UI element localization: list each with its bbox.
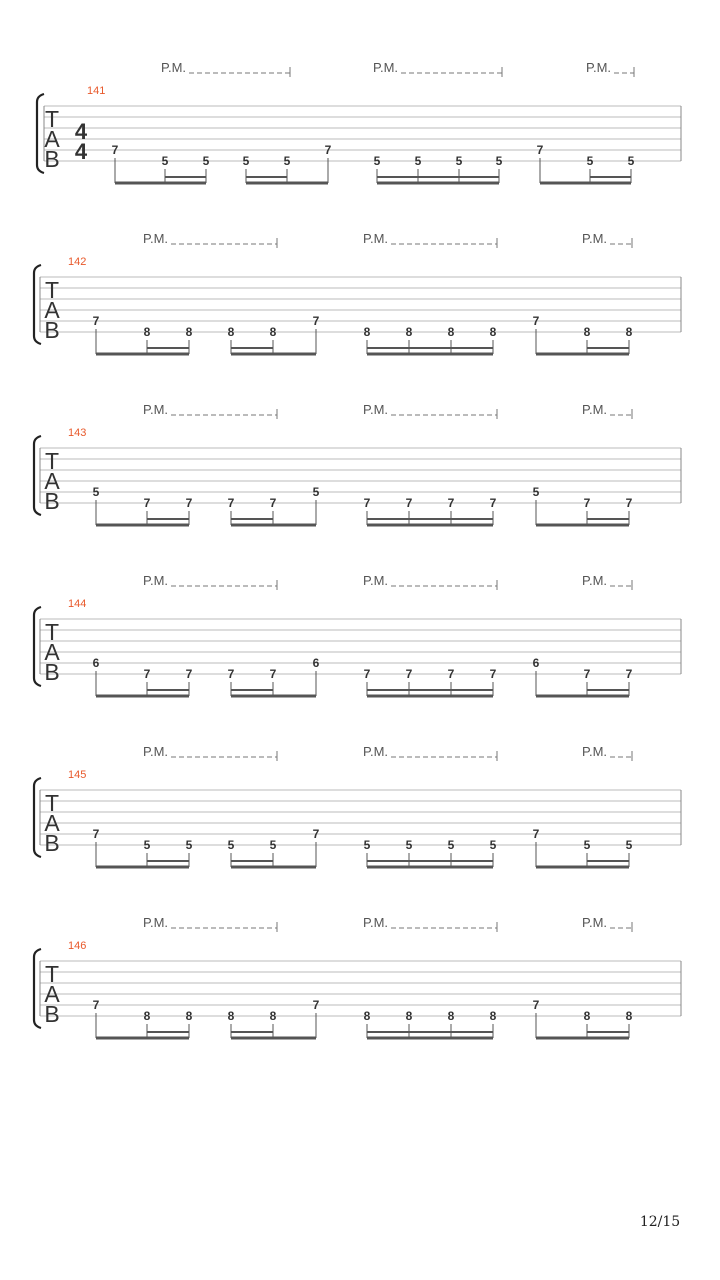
beam [367, 524, 493, 527]
beam [231, 1037, 316, 1040]
fret-number: 5 [363, 838, 371, 852]
tab-label-letter: B [44, 146, 60, 172]
beam-secondary [147, 347, 189, 349]
fret-number: 8 [583, 1009, 591, 1023]
beam-secondary [147, 689, 189, 691]
fret-number: 5 [283, 154, 291, 168]
fret-number: 7 [583, 496, 591, 510]
fret-number: 7 [185, 496, 193, 510]
beam [96, 695, 189, 698]
fret-number: 5 [625, 838, 633, 852]
time-signature-denominator: 4 [74, 139, 88, 164]
fret-number: 7 [447, 496, 455, 510]
fret-number: 7 [625, 496, 633, 510]
beam-secondary [147, 1031, 189, 1033]
palm-mute-label: P.M. [582, 744, 608, 759]
fret-number: 8 [185, 325, 193, 339]
beam-secondary [246, 176, 287, 178]
fret-number: 8 [489, 325, 497, 339]
fret-number: 5 [373, 154, 381, 168]
fret-number: 5 [143, 838, 151, 852]
beam [377, 182, 499, 185]
fret-number: 5 [495, 154, 503, 168]
beam [231, 524, 316, 527]
fret-number: 7 [363, 667, 371, 681]
beam [96, 524, 189, 527]
beam-secondary [367, 860, 493, 862]
fret-number: 5 [489, 838, 497, 852]
fret-number: 6 [532, 656, 540, 670]
tab-system-143 [34, 402, 681, 527]
tab-label-letter: A [44, 468, 60, 494]
fret-number: 5 [312, 485, 320, 499]
fret-number: 5 [405, 838, 413, 852]
bar-number: 143 [68, 427, 87, 439]
fret-number: 7 [532, 827, 540, 841]
fret-number: 5 [586, 154, 594, 168]
beam [536, 524, 629, 527]
fret-number: 7 [111, 143, 119, 157]
fret-number: 8 [489, 1009, 497, 1023]
fret-number: 5 [185, 838, 193, 852]
fret-number: 7 [324, 143, 332, 157]
beam-secondary [231, 860, 273, 862]
fret-number: 7 [269, 667, 277, 681]
beam [367, 1037, 493, 1040]
fret-number: 7 [625, 667, 633, 681]
palm-mute-label: P.M. [143, 915, 169, 930]
fret-number: 8 [143, 325, 151, 339]
bar-number: 142 [68, 256, 87, 268]
beam [536, 866, 629, 869]
fret-number: 8 [583, 325, 591, 339]
fret-number: 7 [269, 496, 277, 510]
fret-number: 7 [92, 998, 100, 1012]
fret-number: 7 [185, 667, 193, 681]
beam [540, 182, 631, 185]
palm-mute-label: P.M. [582, 573, 608, 588]
fret-number: 5 [161, 154, 169, 168]
tab-system-141 [37, 60, 681, 185]
fret-number: 5 [414, 154, 422, 168]
palm-mute-label: P.M. [363, 915, 389, 930]
bar-number: 141 [87, 85, 106, 97]
fret-number: 7 [536, 143, 544, 157]
tab-label-letter: T [44, 619, 60, 645]
beam-secondary [587, 689, 629, 691]
tab-system-142 [34, 231, 681, 356]
tab-label-letter: B [44, 659, 60, 685]
beam [367, 353, 493, 356]
fret-number: 7 [312, 314, 320, 328]
beam [536, 1037, 629, 1040]
bar-number: 146 [68, 940, 87, 952]
beam-secondary [587, 1031, 629, 1033]
fret-number: 7 [532, 314, 540, 328]
fret-number: 7 [489, 667, 497, 681]
fret-number: 8 [363, 325, 371, 339]
fret-number: 5 [227, 838, 235, 852]
palm-mute-label: P.M. [363, 231, 389, 246]
fret-number: 6 [312, 656, 320, 670]
beam [231, 695, 316, 698]
palm-mute-label: P.M. [143, 744, 169, 759]
tab-label-letter: B [44, 488, 60, 514]
fret-number: 5 [92, 485, 100, 499]
fret-number: 5 [202, 154, 210, 168]
fret-number: 7 [447, 667, 455, 681]
fret-number: 8 [227, 325, 235, 339]
beam-secondary [377, 176, 499, 178]
palm-mute-label: P.M. [582, 915, 608, 930]
tab-system-145 [34, 744, 681, 869]
tab-label-letter: T [44, 277, 60, 303]
beam-secondary [147, 518, 189, 520]
tab-label-letter: T [44, 790, 60, 816]
tab-label-letter: A [44, 639, 60, 665]
fret-number: 8 [227, 1009, 235, 1023]
fret-number: 7 [405, 667, 413, 681]
time-signature-numerator: 4 [74, 119, 88, 144]
fret-number: 7 [92, 314, 100, 328]
fret-number: 5 [242, 154, 250, 168]
beam [115, 182, 206, 185]
beam-secondary [231, 1031, 273, 1033]
bar-number: 144 [68, 598, 87, 610]
palm-mute-label: P.M. [373, 60, 399, 75]
tab-label-letter: A [44, 297, 60, 323]
tab-label-letter: A [44, 981, 60, 1007]
beam [96, 866, 189, 869]
fret-number: 5 [455, 154, 463, 168]
fret-number: 8 [625, 1009, 633, 1023]
tab-system-146 [34, 915, 681, 1040]
beam-secondary [147, 860, 189, 862]
fret-number: 7 [143, 496, 151, 510]
beam [367, 695, 493, 698]
beam [231, 866, 316, 869]
fret-number: 5 [532, 485, 540, 499]
tab-label-letter: A [44, 126, 60, 152]
beam-secondary [587, 518, 629, 520]
fret-number: 8 [405, 1009, 413, 1023]
beam-secondary [367, 1031, 493, 1033]
fret-number: 5 [627, 154, 635, 168]
fret-number: 7 [532, 998, 540, 1012]
fret-number: 7 [143, 667, 151, 681]
fret-number: 8 [185, 1009, 193, 1023]
beam-secondary [587, 860, 629, 862]
fret-number: 8 [143, 1009, 151, 1023]
fret-number: 7 [583, 667, 591, 681]
beam-secondary [587, 347, 629, 349]
page-number: 12/15 [639, 1214, 681, 1230]
fret-number: 7 [489, 496, 497, 510]
fret-number: 7 [92, 827, 100, 841]
tab-label-letter: B [44, 830, 60, 856]
beam-secondary [165, 176, 206, 178]
beam-secondary [590, 176, 631, 178]
tab-label-letter: B [44, 1001, 60, 1027]
beam-secondary [367, 347, 493, 349]
fret-number: 7 [312, 998, 320, 1012]
tab-label-letter: A [44, 810, 60, 836]
palm-mute-label: P.M. [363, 402, 389, 417]
fret-number: 8 [625, 325, 633, 339]
beam-secondary [367, 518, 493, 520]
fret-number: 5 [583, 838, 591, 852]
fret-number: 7 [312, 827, 320, 841]
fret-number: 8 [447, 325, 455, 339]
fret-number: 7 [227, 496, 235, 510]
palm-mute-label: P.M. [363, 573, 389, 588]
beam-secondary [231, 689, 273, 691]
beam [536, 695, 629, 698]
beam-secondary [231, 518, 273, 520]
tab-system-144 [34, 573, 681, 698]
fret-number: 7 [227, 667, 235, 681]
palm-mute-label: P.M. [586, 60, 612, 75]
fret-number: 8 [269, 1009, 277, 1023]
fret-number: 8 [269, 325, 277, 339]
fret-number: 5 [269, 838, 277, 852]
beam-secondary [367, 689, 493, 691]
palm-mute-label: P.M. [143, 231, 169, 246]
fret-number: 8 [363, 1009, 371, 1023]
bar-number: 145 [68, 769, 87, 781]
fret-number: 6 [92, 656, 100, 670]
palm-mute-label: P.M. [582, 402, 608, 417]
palm-mute-label: P.M. [582, 231, 608, 246]
tab-label-letter: B [44, 317, 60, 343]
palm-mute-label: P.M. [363, 744, 389, 759]
tab-label-letter: T [44, 448, 60, 474]
tab-label-letter: T [44, 106, 60, 132]
beam [536, 353, 629, 356]
fret-number: 8 [447, 1009, 455, 1023]
fret-number: 5 [447, 838, 455, 852]
palm-mute-label: P.M. [143, 402, 169, 417]
fret-number: 8 [405, 325, 413, 339]
palm-mute-label: P.M. [161, 60, 187, 75]
tab-label-letter: T [44, 961, 60, 987]
beam [246, 182, 328, 185]
beam-secondary [231, 347, 273, 349]
beam [231, 353, 316, 356]
fret-number: 7 [405, 496, 413, 510]
beam [96, 1037, 189, 1040]
system-bracket [37, 94, 44, 173]
beam [96, 353, 189, 356]
palm-mute-label: P.M. [143, 573, 169, 588]
fret-number: 7 [363, 496, 371, 510]
beam [367, 866, 493, 869]
